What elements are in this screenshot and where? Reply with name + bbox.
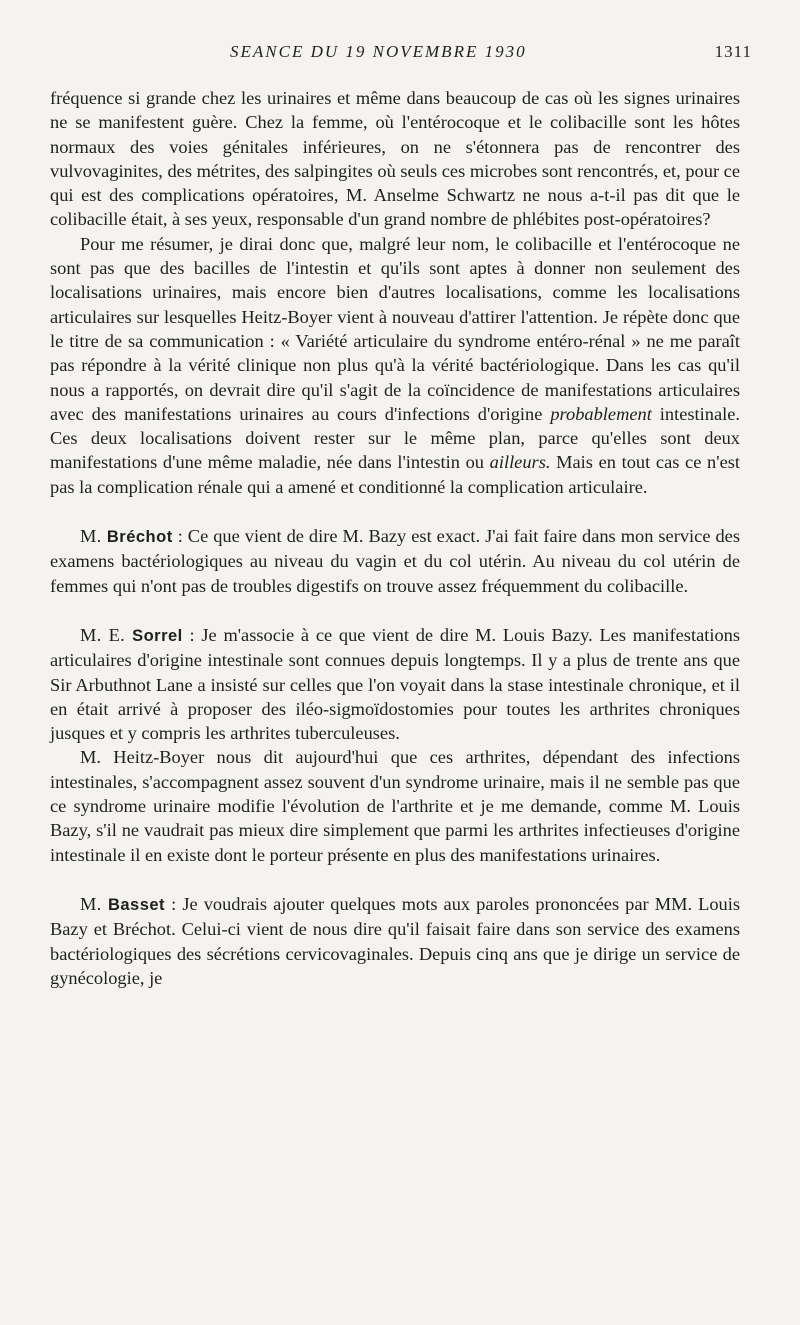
body-text (50, 86, 740, 990)
paragraph-sorrel (50, 623, 740, 745)
paragraph-continuation (50, 86, 740, 232)
page-number: 1311 (714, 42, 752, 61)
paragraph-text: M. Heitz-Boyer nous dit aujourd'hui que ces arthrites, dépendant des infections intestinales, s'accompagnent assez souvent d'un syndrome urinaire, mais il ne semble pas que ce syndrome urinaire modifie l'évolution de l'arthrite et je me demande, comme M. Louis Bazy, s'il ne vaudrait pas mieux dire simplement que parmi les arthrites infectieuses d'origine intestinale il en existe dont le porteur présente en plus des manifestations urinaires. (50, 747, 740, 865)
paragraph-text: Mais en tout cas ce n'est pas la complication rénale qui a amené et conditionné la complication articulaire. (50, 452, 740, 497)
paragraph-brechot (50, 524, 740, 598)
paragraph-sorrel-continued (50, 745, 740, 866)
speaker-name: Bréchot (106, 528, 173, 547)
italic-word-ailleurs: ailleurs. (489, 452, 551, 473)
paragraph-text: : Je voudrais ajouter quelques mots aux paroles prononcées par MM. Louis Bazy et Bréchot. Celui-ci vient de nous dire qu'il faisait faire dans son service des examens bactériologiques des sécrétions cervicovaginales. Depuis cinq ans que je dirige un service de gynécologie, je (50, 893, 741, 988)
speaker-name: Basset (107, 895, 166, 914)
speaker-prefix: M. (80, 893, 108, 914)
paragraph-summary (50, 232, 740, 499)
paragraph-text: fréquence si grande chez les urinaires et même dans beaucoup de cas où les signes urinaires ne se manifestent guère. Chez la femme, où l'entérocoque et le colibacille sont les hôtes normaux des voies génitales inférieures, on ne s'étonnera pas de rencontrer des vulvovaginites, des métrites, des salpingites où seuls ces microbes sont rencontrés, et, pour ce qui est des complications opératoires, M. Anselme Schwartz ne nous a-t-il pas dit que le colibacille était, à ses yeux, responsable d'un grand nombre de phlébites post-opératoires? (50, 88, 740, 230)
speaker-name: Sorrel (132, 626, 183, 645)
running-header (50, 42, 752, 72)
paragraph-text: Pour me résumer, je dirai donc que, malgré leur nom, le colibacille et l'entérocoque ne sont pas que des bacilles de l'intestin et qu'ils sont aptes à donner non seulement des localisations urinaires, mais encore bien d'autres localisations, comme les localisations articulaires sur lesquelles Heitz-Boyer vient à nouveau d'attirer l'attention. Je répète donc que le titre de sa communication : « Variété articulaire du syndrome entéro-rénal » ne me paraît pas répondre à la vérité clinique non plus qu'à la vérité bactériologique. Dans les cas qu'il nous a rapportés, on devrait dire qu'il s'agit de la coïncidence de manifestations articulaires avec des manifestations urinaires au cours d'infections d'origine (50, 233, 740, 424)
paragraph-text: intestinale. Ces deux localisations doivent rester sur le même plan, parce qu'elles sont deux manifestations d'une même maladie, née dans l'intestin ou (50, 403, 740, 473)
running-title: SEANCE DU 19 NOVEMBRE 1930 (230, 42, 527, 61)
speaker-prefix: M. (80, 526, 107, 547)
speaker-prefix: M. E. (80, 624, 133, 645)
paragraph-text: : Ce que vient de dire M. Bazy est exact. J'ai fait faire dans mon service des examens bactériologiques au niveau du vagin et du col utérin. Au niveau du col utérin de femmes qui n'ont pas de troubles digestifs on trouve assez fréquemment du colibacille. (50, 526, 740, 596)
italic-word-probablement: probablement (550, 403, 652, 424)
paragraph-text: : Je m'associe à ce que vient de dire M. Louis Bazy. Les manifestations articulaires d'origine intestinale sont connues depuis longtemps. Il y a plus de trente ans que Sir Arbuthnot Lane a insisté sur celles que l'on voyait dans la stase intestinale chronique, et il en était arrivé à proposer des iléo-sigmoïdostomies pour toutes les arthrites chroniques jusques et y compris les arthrites tuberculeuses. (50, 624, 740, 744)
paragraph-basset (50, 892, 740, 990)
